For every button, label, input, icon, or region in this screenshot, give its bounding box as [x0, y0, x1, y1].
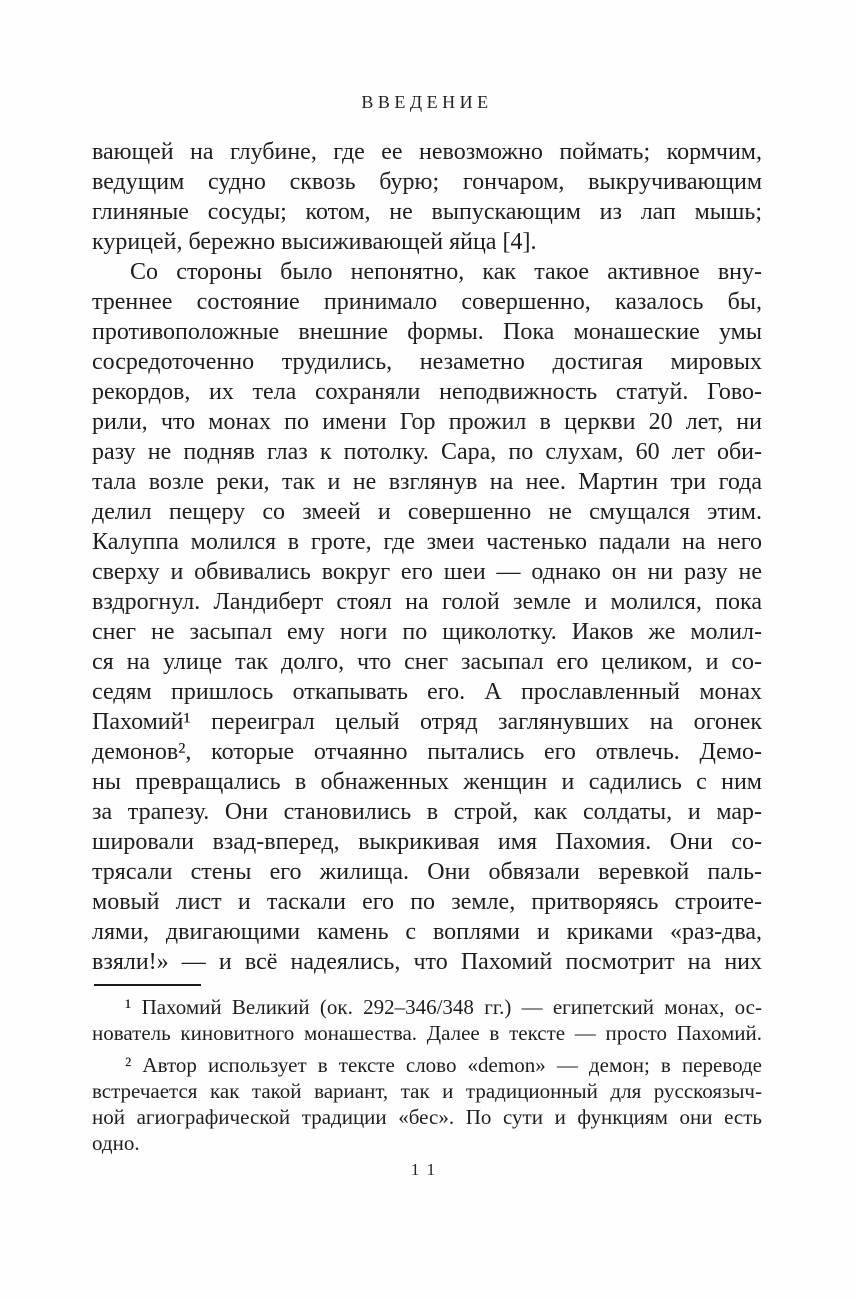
text-line: ны превращались в обнаженных женщин и садились с ним	[92, 769, 762, 795]
footnote-line: встречается как такой вариант, так и традиционный для русскоязыч-	[92, 1079, 762, 1103]
text-line: ведущим судно сквозь бурю; гончаром, выкручивающим	[92, 169, 762, 195]
footnotes-block	[92, 994, 762, 1156]
text-line: сосредоточенно трудились, незаметно достигая мировых	[92, 349, 762, 375]
text-line: вающей на глубине, где ее невозможно поймать; кормчим,	[92, 139, 762, 165]
page-number: 11	[410, 1160, 444, 1179]
footnote-line: ² Автор использует в тексте слово «demon» — демон; в переводе	[125, 1053, 762, 1077]
text-line: глиняные сосуды; котом, не выпускающим из лап мышь;	[92, 199, 762, 225]
text-line: ся на улице так долго, что снег засыпал его целиком, и со-	[92, 649, 762, 675]
footnote-line: ¹ Пахомий Великий (ок. 292–346/348 гг.) — египетский монах, ос-	[125, 995, 762, 1019]
text-line: шировали взад-вперед, выкрикивая имя Пахомия. Они со-	[92, 829, 762, 855]
text-line: тала возле реки, так и не взглянув на нее. Мартин три года	[92, 469, 762, 495]
text-line: взяли!» — и всё надеялись, что Пахомий посмотрит на них	[92, 949, 762, 975]
footnote-line: ной агиографической традиции «бес». По сути и функциям они есть	[92, 1105, 762, 1129]
paragraph-main	[92, 257, 762, 977]
text-line: треннее состояние принимало совершенно, казалось бы,	[92, 289, 762, 315]
footnote-2	[92, 1052, 762, 1156]
text-line: демонов², которые отчаянно пытались его отвлечь. Демо-	[92, 739, 762, 765]
text-line: сверху и обвивались вокруг его шеи — однако он ни разу не	[92, 559, 762, 585]
text-line: снег не засыпал ему ноги по щиколотку. Иаков же молил-	[92, 619, 762, 645]
footnote-line: одно.	[92, 1131, 140, 1155]
text-line: Калуппа молился в гроте, где змеи частенько падали на него	[92, 529, 762, 555]
text-line: лями, двигающими камень с воплями и криками «раз-два,	[92, 919, 762, 945]
text-line: за трапезу. Они становились в строй, как солдаты, и мар-	[92, 799, 762, 825]
footnote-divider-rule	[94, 984, 201, 986]
text-line: седям пришлось откапывать его. А прославленный монах	[92, 679, 762, 705]
text-line: трясали стены его жилища. Они обвязали веревкой паль-	[92, 859, 762, 885]
footnote-line: нователь киновитного монашества. Далее в тексте — просто Пахомий.	[92, 1021, 762, 1045]
text-line: мовый лист и таскали его по земле, притворяясь строите-	[92, 889, 762, 915]
text-line: рили, что монах по имени Гор прожил в церкви 20 лет, ни	[92, 409, 762, 435]
chapter-running-head: ВВЕДЕНИЕ	[361, 92, 493, 112]
text-line: курицей, бережно высиживающей яйца [4].	[92, 229, 537, 255]
text-line: Пахомий¹ переиграл целый отряд заглянувших на огонек	[92, 709, 762, 735]
text-line: вздрогнул. Ландиберт стоял на голой земле и молился, пока	[92, 589, 762, 615]
text-line: делил пещеру со змеей и совершенно не смущался этим.	[92, 499, 762, 525]
text-line: Со стороны было непонятно, как такое активное вну-	[130, 259, 762, 285]
text-line: рекордов, их тела сохраняли неподвижность статуй. Гово-	[92, 379, 762, 405]
body-text	[92, 137, 762, 977]
text-line: разу не подняв глаз к потолку. Сара, по слухам, 60 лет оби-	[92, 439, 762, 465]
paragraph-continuation	[92, 137, 762, 257]
footnote-1	[92, 994, 762, 1046]
text-line: противоположные внешние формы. Пока монашеские умы	[92, 319, 762, 345]
